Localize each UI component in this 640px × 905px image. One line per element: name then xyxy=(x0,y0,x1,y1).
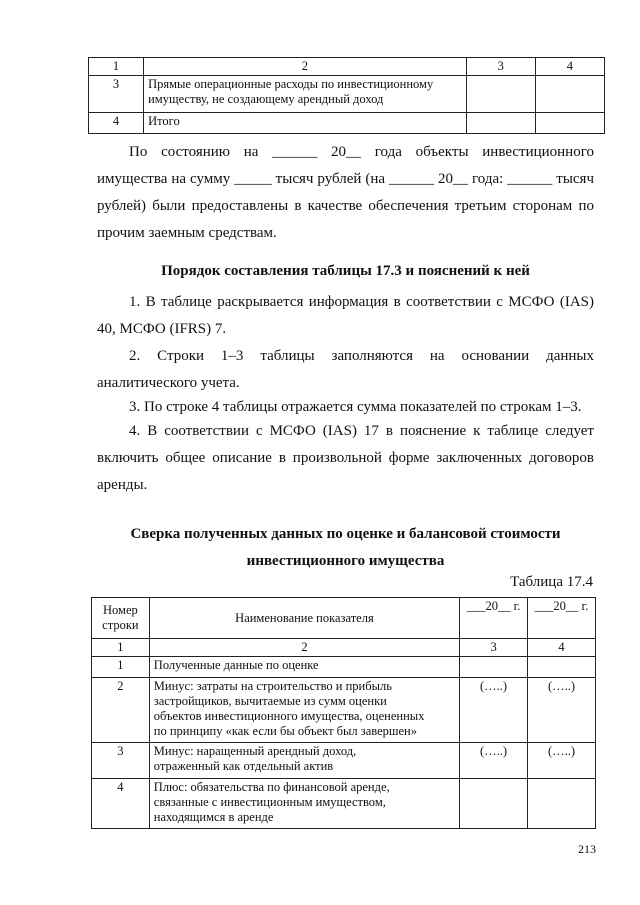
paragraph-collateral: По состоянию на ______ 20__ года объекты инвестиционного имущества на сумму _____ тысяч рублей (на ______ 20__ года: ______ тысяч рублей) были предоставлены в качестве обеспечения третьим сторонам по прочим заемным средствам. xyxy=(97,144,594,241)
table-index-row xyxy=(92,639,596,657)
table-cell: 4 xyxy=(535,58,604,76)
table-cell xyxy=(149,743,459,779)
table-header-cell xyxy=(92,598,150,639)
list-item: 4. В соответствии с МСФО (IAS) 17 в пояснение к таблице следует включить общее описание в произвольной форме заключенных договоров аренды. xyxy=(97,423,594,493)
cell-line: Минус: затраты на строительство и прибыль xyxy=(153,679,392,693)
table-cell xyxy=(535,76,604,113)
table-cell: 4 xyxy=(92,779,150,829)
cell-line: Минус: наращенный арендный доход, xyxy=(153,744,357,758)
table-label: Таблица 17.4 xyxy=(510,574,593,590)
list-item: 1. В таблице раскрывается информация в соответствии с МСФО (IAS) 40, МСФО (IFRS) 7. xyxy=(97,294,594,337)
cell-line: имуществу, не создающему арендный доход xyxy=(148,92,384,106)
section-heading: Порядок составления таблицы 17.3 и пояснений к ней xyxy=(161,263,530,279)
page-number: 213 xyxy=(578,842,596,856)
cell-line: объектов инвестиционного имущества, оцененных xyxy=(153,709,425,723)
table-cell xyxy=(466,113,535,134)
table-cell xyxy=(528,657,596,678)
list-item: 3. По строке 4 таблицы отражается сумма показателей по строкам 1–3. xyxy=(129,399,582,415)
cell-line: Итого xyxy=(148,114,180,128)
table-cell: 2 xyxy=(144,58,467,76)
table-cell: (…..) xyxy=(528,743,596,779)
table-bottom xyxy=(91,597,596,829)
table-header-row xyxy=(92,598,596,639)
table-row xyxy=(92,743,596,779)
table-cell xyxy=(144,76,467,113)
table-cell: 1 xyxy=(92,639,150,657)
cell-line: застройщиков, вычитаемые из сумм оценки xyxy=(153,694,387,708)
table-header-cell: ___20__ г. xyxy=(528,598,596,639)
table-cell xyxy=(149,678,459,743)
section-heading: Сверка полученных данных по оценке и балансовой стоимости xyxy=(130,526,561,542)
cell-line: Прямые операционные расходы по инвестиционному xyxy=(148,77,434,91)
table-cell: 1 xyxy=(92,657,150,678)
table-cell: 2 xyxy=(92,678,150,743)
table-header-cell: Наименование показателя xyxy=(149,598,459,639)
table-cell: 1 xyxy=(89,58,144,76)
table-row xyxy=(92,657,596,678)
cell-line: Номер xyxy=(103,603,138,617)
table-cell xyxy=(144,113,467,134)
table-cell xyxy=(460,779,528,829)
table-row xyxy=(89,76,605,113)
cell-line: Полученные данные по оценке xyxy=(153,658,319,672)
table-header-cell: ___20__ г. xyxy=(460,598,528,639)
table-cell: (…..) xyxy=(460,678,528,743)
table-cell xyxy=(460,657,528,678)
table-cell: 4 xyxy=(528,639,596,657)
table-cell: 3 xyxy=(466,58,535,76)
cell-line: связанные с инвестиционным имуществом, xyxy=(153,795,386,809)
table-cell: 2 xyxy=(149,639,459,657)
cell-line: находящимся в аренде xyxy=(153,810,274,824)
cell-line: Плюс: обязательства по финансовой аренде, xyxy=(153,780,390,794)
table-cell: 4 xyxy=(89,113,144,134)
table-cell: (…..) xyxy=(528,678,596,743)
cell-line: строки xyxy=(102,618,139,632)
table-cell: 3 xyxy=(460,639,528,657)
cell-line: по принципу «как если бы объект был завершен» xyxy=(153,724,417,738)
table-cell: (…..) xyxy=(460,743,528,779)
table-cell xyxy=(149,657,459,678)
table-top-header-row xyxy=(89,58,605,76)
table-cell xyxy=(466,76,535,113)
table-cell: 3 xyxy=(92,743,150,779)
table-top xyxy=(88,57,605,134)
table-cell xyxy=(149,779,459,829)
table-row xyxy=(89,113,605,134)
table-cell xyxy=(535,113,604,134)
table-cell xyxy=(528,779,596,829)
table-row xyxy=(92,678,596,743)
section-heading: инвестиционного имущества xyxy=(246,553,445,569)
cell-line: отраженный как отдельный актив xyxy=(153,759,334,773)
table-row xyxy=(92,779,596,829)
list-item: 2. Строки 1–3 таблицы заполняются на основании данных аналитического учета. xyxy=(97,348,594,391)
table-cell: 3 xyxy=(89,76,144,113)
